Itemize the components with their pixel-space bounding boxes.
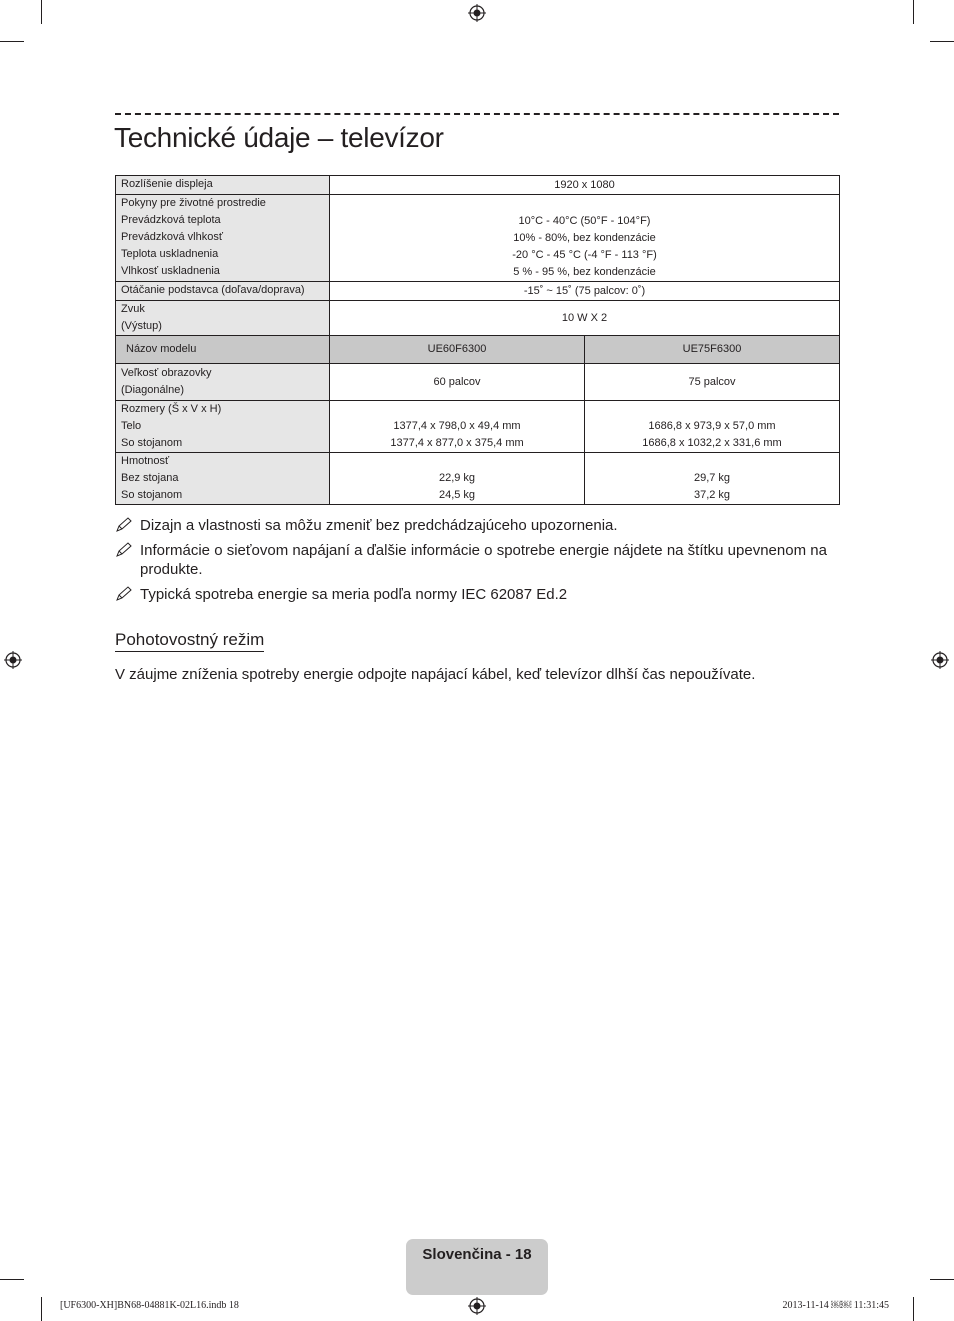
table-row bbox=[116, 364, 840, 401]
crop-mark bbox=[913, 0, 914, 24]
table-cell: 1377,4 x 798,0 x 49,4 mm 1377,4 x 877,0 x 375,4 mm bbox=[330, 401, 585, 453]
row-label: Rozmery (Š x V x H) Telo So stojanom bbox=[116, 401, 330, 453]
column-header: Názov modelu bbox=[116, 336, 330, 364]
registration-mark-icon bbox=[468, 1297, 486, 1315]
note-item bbox=[115, 516, 839, 535]
row-label: Pokyny pre životné prostredie Prevádzková teplota Prevádzková vlhkosť Teplota uskladnenia Vlhkosť uskladnenia bbox=[116, 195, 330, 282]
registration-mark-icon bbox=[468, 4, 486, 22]
table-cell: 1686,8 x 973,9 x 57,0 mm 1686,8 x 1032,2 x 331,6 mm bbox=[585, 401, 840, 453]
notes-list bbox=[115, 516, 839, 610]
title-divider bbox=[115, 113, 839, 115]
page-number-tab: Slovenčina - 18 bbox=[406, 1239, 548, 1295]
footer-timestamp: 2013-11-14 ￼￼ 11:31:45 bbox=[782, 1300, 889, 1311]
table-cell: 22,9 kg 24,5 kg bbox=[330, 453, 585, 505]
note-text: Dizajn a vlastnosti sa môžu zmeniť bez predchádzajúceho upozornenia. bbox=[140, 517, 618, 534]
note-item bbox=[115, 541, 839, 579]
column-header: UE60F6300 bbox=[330, 336, 585, 364]
note-item bbox=[115, 585, 839, 604]
note-text: Typická spotreba energie sa meria podľa normy IEC 62087 Ed.2 bbox=[140, 586, 568, 603]
crop-mark bbox=[930, 41, 954, 42]
pencil-icon bbox=[115, 541, 133, 559]
table-row bbox=[116, 453, 840, 505]
table-row bbox=[116, 282, 840, 301]
section-paragraph: V záujme zníženia spotreby energie odpojte napájací kábel, keď televízor dlhší čas nepoužívate. bbox=[115, 666, 756, 683]
table-row bbox=[116, 301, 840, 336]
table-row bbox=[116, 401, 840, 453]
table-cell: 60 palcov bbox=[330, 364, 585, 401]
table-row bbox=[116, 195, 840, 282]
row-label: Veľkosť obrazovky (Diagonálne) bbox=[116, 364, 330, 401]
crop-mark bbox=[0, 1279, 24, 1280]
table-cell: 75 palcov bbox=[585, 364, 840, 401]
registration-mark-icon bbox=[931, 651, 949, 669]
row-value: 10 W X 2 bbox=[330, 301, 840, 336]
pencil-icon bbox=[115, 516, 133, 534]
row-value: 10°C - 40°C (50°F - 104°F) 10% - 80%, bez kondenzácie -20 °C - 45 °C (-4 °F - 113 °F) 5 % - 95 %, bez kondenzácie bbox=[330, 195, 840, 282]
crop-mark bbox=[41, 0, 42, 24]
table-cell: 29,7 kg 37,2 kg bbox=[585, 453, 840, 505]
row-value: 1920 x 1080 bbox=[330, 176, 840, 195]
row-label: Zvuk (Výstup) bbox=[116, 301, 330, 336]
note-text: Informácie o sieťovom napájaní a ďalšie informácie o spotrebe energie nájdete na štítku upevnenom na produkte. bbox=[140, 542, 827, 578]
table-header-row bbox=[116, 336, 840, 364]
section-heading: Pohotovostný režim bbox=[115, 630, 264, 652]
row-value: -15˚ ~ 15˚ (75 palcov: 0˚) bbox=[330, 282, 840, 301]
crop-mark bbox=[930, 1279, 954, 1280]
crop-mark bbox=[913, 1297, 914, 1321]
table-row bbox=[116, 176, 840, 195]
row-label: Rozlíšenie displeja bbox=[116, 176, 330, 195]
crop-mark bbox=[41, 1297, 42, 1321]
column-header: UE75F6300 bbox=[585, 336, 840, 364]
row-label: Otáčanie podstavca (doľava/doprava) bbox=[116, 282, 330, 301]
page-title: Technické údaje – televízor bbox=[114, 122, 444, 153]
row-label: Hmotnosť Bez stojana So stojanom bbox=[116, 453, 330, 505]
pencil-icon bbox=[115, 585, 133, 603]
spec-table bbox=[115, 175, 840, 505]
crop-mark bbox=[0, 41, 24, 42]
registration-mark-icon bbox=[4, 651, 22, 669]
footer-file-info: [UF6300-XH]BN68-04881K-02L16.indb 18 bbox=[60, 1300, 239, 1311]
